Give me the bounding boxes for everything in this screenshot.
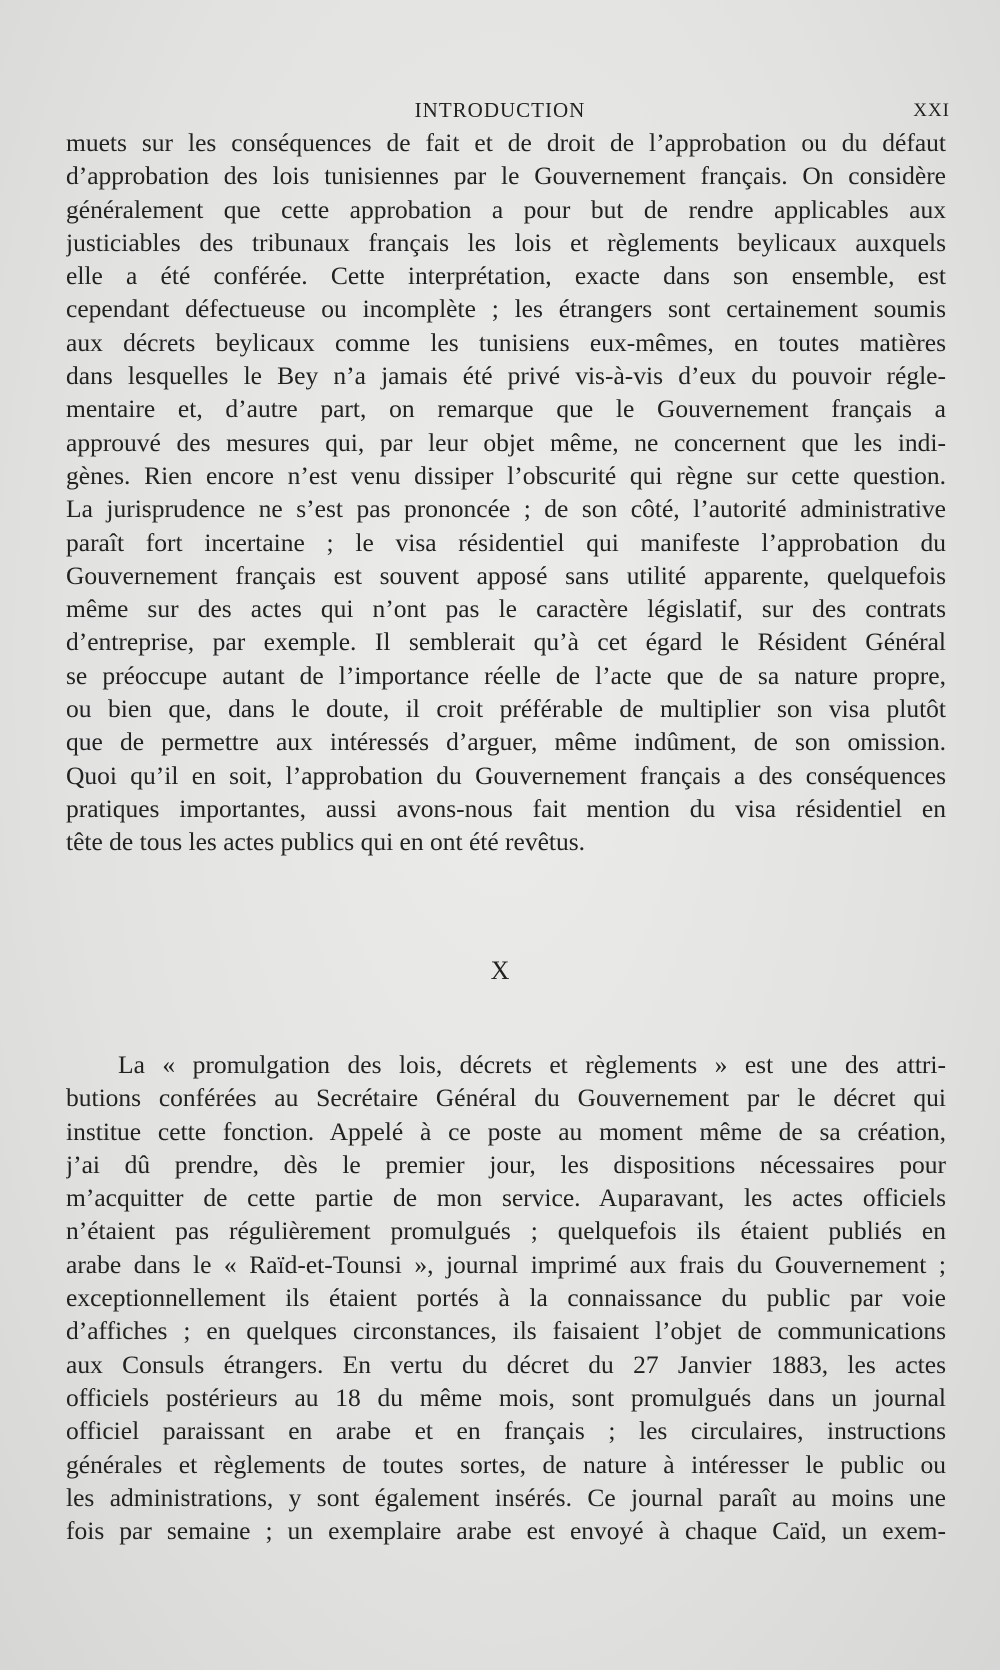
text-line: approuvé des mesures qui, par leur objet même, ne concernent que les indi- xyxy=(66,427,946,457)
text-line: La « promulgation des lois, décrets et règlements » est une des attri- xyxy=(118,1050,946,1079)
text-line: mentaire et, d’autre part, on remarque que le Gouvernement français a xyxy=(66,394,946,424)
text-line: exceptionnellement ils étaient portés à la connaissance du public par voie xyxy=(66,1283,946,1313)
text-line: officiel paraissant en arabe et en français ; les circulaires, instructions xyxy=(66,1416,946,1446)
text-line: générales et règlements de toutes sortes, de nature à intéresser le public ou xyxy=(66,1449,946,1479)
text-line: j’ai dû prendre, dès le premier jour, les dispositions nécessaires pour xyxy=(66,1149,946,1179)
text-line: Gouvernement français est souvent apposé sans utilité apparente, quelquefois xyxy=(66,560,946,590)
text-line: butions conférées au Secrétaire Général du Gouvernement par le décret qui xyxy=(66,1083,946,1113)
text-line: ou bien que, dans le doute, il croit préférable de multiplier son visa plutôt xyxy=(66,694,946,724)
text-line: que de permettre aux intéressés d’arguer, même indûment, de son omission. xyxy=(66,727,946,757)
text-line: elle a été conférée. Cette interprétation, exacte dans son ensemble, est xyxy=(66,261,946,291)
text-line: se préoccupe autant de l’importance réelle de l’acte que de sa nature propre, xyxy=(66,660,946,690)
text-line: d’affiches ; en quelques circonstances, ils faisaient l’objet de communications xyxy=(66,1316,946,1346)
text-line: même sur des actes qui n’ont pas le caractère législatif, sur des contrats xyxy=(66,594,946,624)
text-line: paraît fort incertaine ; le visa résidentiel qui manifeste l’approbation du xyxy=(66,527,946,557)
text-line: Quoi qu’il en soit, l’approbation du Gouvernement français a des conséquences xyxy=(66,760,946,790)
text-line: tête de tous les actes publics qui en ont été revêtus. xyxy=(66,827,586,857)
text-line: m’acquitter de cette partie de mon service. Auparavant, les actes officiels xyxy=(66,1183,946,1213)
running-title: INTRODUCTION xyxy=(414,98,586,122)
text-line: justiciables des tribunaux français les lois et règlements beylicaux auxquels xyxy=(66,227,946,257)
text-line: pratiques importantes, aussi avons-nous fait mention du visa résidentiel en xyxy=(66,793,946,823)
text-line: institue cette fonction. Appelé à ce poste au moment même de sa création, xyxy=(66,1116,946,1146)
running-head xyxy=(0,98,1000,128)
page-number: XXI xyxy=(913,100,950,121)
text-line: d’entreprise, par exemple. Il semblerait qu’à cet égard le Résident Général xyxy=(66,627,946,657)
text-line: aux décrets beylicaux comme les tunisiens eux-mêmes, en toutes matières xyxy=(66,327,946,357)
text-line: d’approbation des lois tunisiennes par le Gouvernement français. On considère xyxy=(66,161,946,191)
text-line: officiels postérieurs au 18 du même mois, sont promulgués dans un journal xyxy=(66,1382,946,1412)
text-line: cependant défectueuse ou incomplète ; les étrangers sont certainement soumis xyxy=(66,294,946,324)
text-line: généralement que cette approbation a pour but de rendre applicables aux xyxy=(66,194,946,224)
paragraph-promulgation xyxy=(66,1048,946,1547)
text-line: gènes. Rien encore n’est venu dissiper l’obscurité qui règne sur cette question. xyxy=(66,460,946,490)
text-line: La jurisprudence ne s’est pas prononcée ; de son côté, l’autorité administrative xyxy=(66,494,946,524)
text-line: les administrations, y sont également insérés. Ce journal paraît au moins une xyxy=(66,1482,946,1512)
section-number: X xyxy=(490,956,510,985)
text-line: muets sur les conséquences de fait et de droit de l’approbation ou du défaut xyxy=(66,128,946,157)
paragraph-approbation xyxy=(66,126,946,859)
text-line: fois par semaine ; un exemplaire arabe est envoyé à chaque Caïd, un exem- xyxy=(66,1516,946,1546)
text-line: dans lesquelles le Bey n’a jamais été privé vis-à-vis d’eux du pouvoir régle- xyxy=(66,361,946,391)
text-line: aux Consuls étrangers. En vertu du décret du 27 Janvier 1883, les actes xyxy=(66,1349,946,1379)
text-line: arabe dans le « Raïd-et-Tounsi », journal imprimé aux frais du Gouvernement ; xyxy=(66,1249,946,1279)
text-line: n’étaient pas régulièrement promulgués ; quelquefois ils étaient publiés en xyxy=(66,1216,946,1246)
